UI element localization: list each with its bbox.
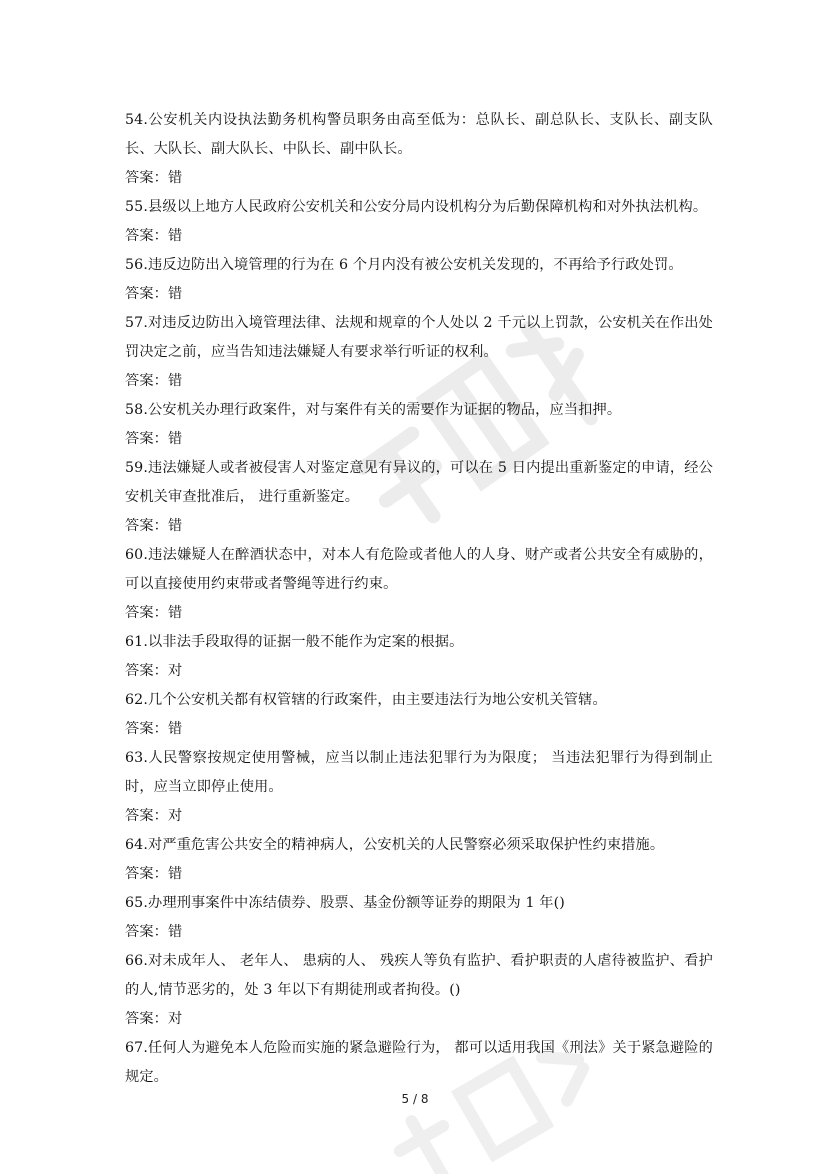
- answer-text: 答案：对: [125, 1011, 183, 1027]
- question-text: 65.办理刑事案件中冻结债券、股票、基金份额等证券的期限为 1 年(): [125, 895, 565, 911]
- question-block-57: [125, 309, 713, 396]
- answer-text: 答案：错: [125, 721, 183, 737]
- answer-text: 答案：错: [125, 605, 183, 621]
- question-block-58: [125, 396, 713, 454]
- question-text: 56.违反边防出入境管理的行为在 6 个月内没有被公安机关发现的，不再给予行政处罚。: [125, 257, 683, 273]
- question-block-54: [125, 106, 713, 193]
- question-list: [125, 106, 713, 1092]
- question-text: 58.公安机关办理行政案件，对与案件有关的需要作为证据的物品，应当扣押。: [125, 402, 622, 418]
- page-number: 5 / 8: [401, 1092, 429, 1106]
- question-block-65: [125, 889, 713, 947]
- answer-text: 答案：对: [125, 663, 183, 679]
- answer-text: 答案：错: [125, 170, 183, 186]
- question-block-63: [125, 744, 713, 831]
- question-text: 67.任何人为避免本人危险而实施的紧急避险行为， 都可以适用我国《刑法》关于紧急避险的规定。: [125, 1040, 713, 1085]
- question-block-64: [125, 831, 713, 889]
- question-block-59: [125, 454, 713, 541]
- question-block-60: [125, 541, 713, 628]
- question-block-56: [125, 251, 713, 309]
- question-block-67: [125, 1034, 713, 1092]
- question-text: 59.违法嫌疑人或者被侵害人对鉴定意见有异议的，可以在 5 日内提出重新鉴定的申请，经公安机关审查批准后， 进行重新鉴定。: [125, 460, 713, 505]
- question-text: 62.几个公安机关都有权管辖的行政案件，由主要违法行为地公安机关管辖。: [125, 692, 607, 708]
- question-block-61: [125, 628, 713, 686]
- answer-text: 答案：错: [125, 866, 183, 882]
- question-text: 64.对严重危害公共安全的精神病人，公安机关的人民警察必须采取保护性约束措施。: [125, 837, 665, 853]
- answer-text: 答案：错: [125, 924, 183, 940]
- answer-text: 答案：错: [125, 518, 183, 534]
- question-text: 63.人民警察按规定使用警械，应当以制止违法犯罪行为为限度； 当违法犯罪行为得到制止时，应当立即停止使用。: [125, 750, 713, 795]
- question-block-66: [125, 947, 713, 1034]
- question-text: 61.以非法手段取得的证据一般不能作为定案的根据。: [125, 634, 464, 650]
- answer-text: 答案：错: [125, 286, 183, 302]
- answer-text: 答案：错: [125, 228, 183, 244]
- answer-text: 答案：错: [125, 431, 183, 447]
- question-block-55: [125, 193, 713, 251]
- question-text: 54.公安机关内设执法勤务机构警员职务由高至低为：总队长、副总队长、支队长、副支队长、大队长、副大队长、中队长、副中队长。: [125, 112, 713, 157]
- question-text: 66.对未成年人、 老年人、 患病的人、 残疾人等负有监护、看护职责的人虐待被监护、看护的人,情节恶劣的，处 3 年以下有期徒刑或者拘役。(): [125, 953, 713, 998]
- answer-text: 答案：错: [125, 373, 183, 389]
- answer-text: 答案：对: [125, 808, 183, 824]
- question-text: 57.对违反边防出入境管理法律、法规和规章的个人处以 2 千元以上罚款，公安机关在作出处罚决定之前，应当告知违法嫌疑人有要求举行听证的权利。: [125, 315, 713, 360]
- question-text: 60.违法嫌疑人在醉酒状态中，对本人有危险或者他人的人身、财产或者公共安全有威胁的，可以直接使用约束带或者警绳等进行约束。: [125, 547, 713, 592]
- question-text: 55.县级以上地方人民政府公安机关和公安分局内设机构分为后勤保障机构和对外执法机构。: [125, 199, 708, 215]
- question-block-62: [125, 686, 713, 744]
